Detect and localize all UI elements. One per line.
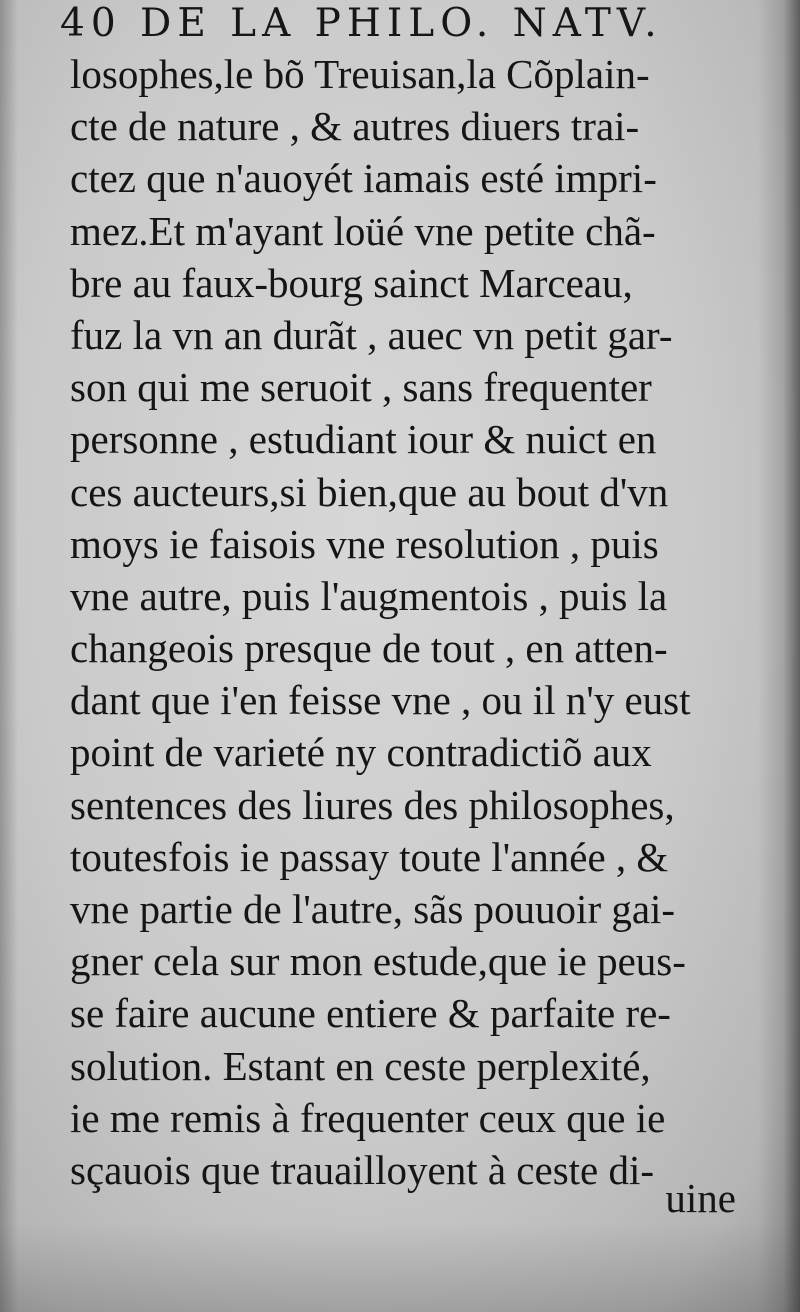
running-header	[60, 1, 663, 46]
text-line: ctez que n'auoyét iamais esté impri-	[70, 155, 657, 202]
text-line: losophes,le bõ Treuisan,la Cõplain-	[70, 51, 650, 97]
page-gutter-shadow	[0, 0, 18, 1312]
text-line: fuz la vn an durãt , auec vn petit gar-	[70, 311, 673, 358]
text-line: se faire aucune entiere & parfaite re-	[70, 990, 671, 1037]
text-line: son qui me seruoit , sans frequenter	[70, 364, 652, 411]
catchword: uine	[665, 1175, 736, 1221]
text-line: solution. Estant en ceste perplexité,	[70, 1042, 651, 1089]
text-line: point de varieté ny contradictiõ aux	[70, 729, 652, 776]
text-line: bre au faux-bourg sainct Marceau,	[70, 259, 633, 306]
text-line: moys ie faisois vne resolution , puis	[70, 520, 659, 567]
text-line: changeois presque de tout , en atten-	[70, 625, 668, 672]
text-line: mez.Et m'ayant loüé vne petite chã-	[70, 207, 656, 254]
text-line: vne partie de l'autre, sãs pouuoir gai-	[70, 886, 676, 932]
text-line: dant que i'en feisse vne , ou il n'y eust	[70, 677, 691, 724]
text-line: gner cela sur mon estude,que ie peus-	[70, 938, 686, 985]
body-text	[70, 48, 770, 1196]
page-bottom-shadow	[0, 1222, 800, 1312]
text-line: vne autre, puis l'augmentois , puis la	[70, 572, 668, 619]
text-line: sçauois que trauailloyent à ceste di-	[70, 1146, 655, 1193]
page-number: 40	[60, 1, 122, 46]
text-line: personne , estudiant iour & nuict en	[70, 416, 657, 463]
text-line: ces aucteurs,si bien,que au bout d'vn	[70, 468, 669, 515]
text-line: sentences des liures des philosophes,	[70, 781, 675, 828]
text-line: cte de nature , & autres diuers trai-	[70, 103, 640, 150]
text-line: ie me remis à frequenter ceux que ie	[70, 1094, 666, 1141]
text-line: toutesfois ie passay toute l'année , &	[70, 833, 669, 880]
running-title: DE LA PHILO. NATV.	[140, 1, 663, 46]
